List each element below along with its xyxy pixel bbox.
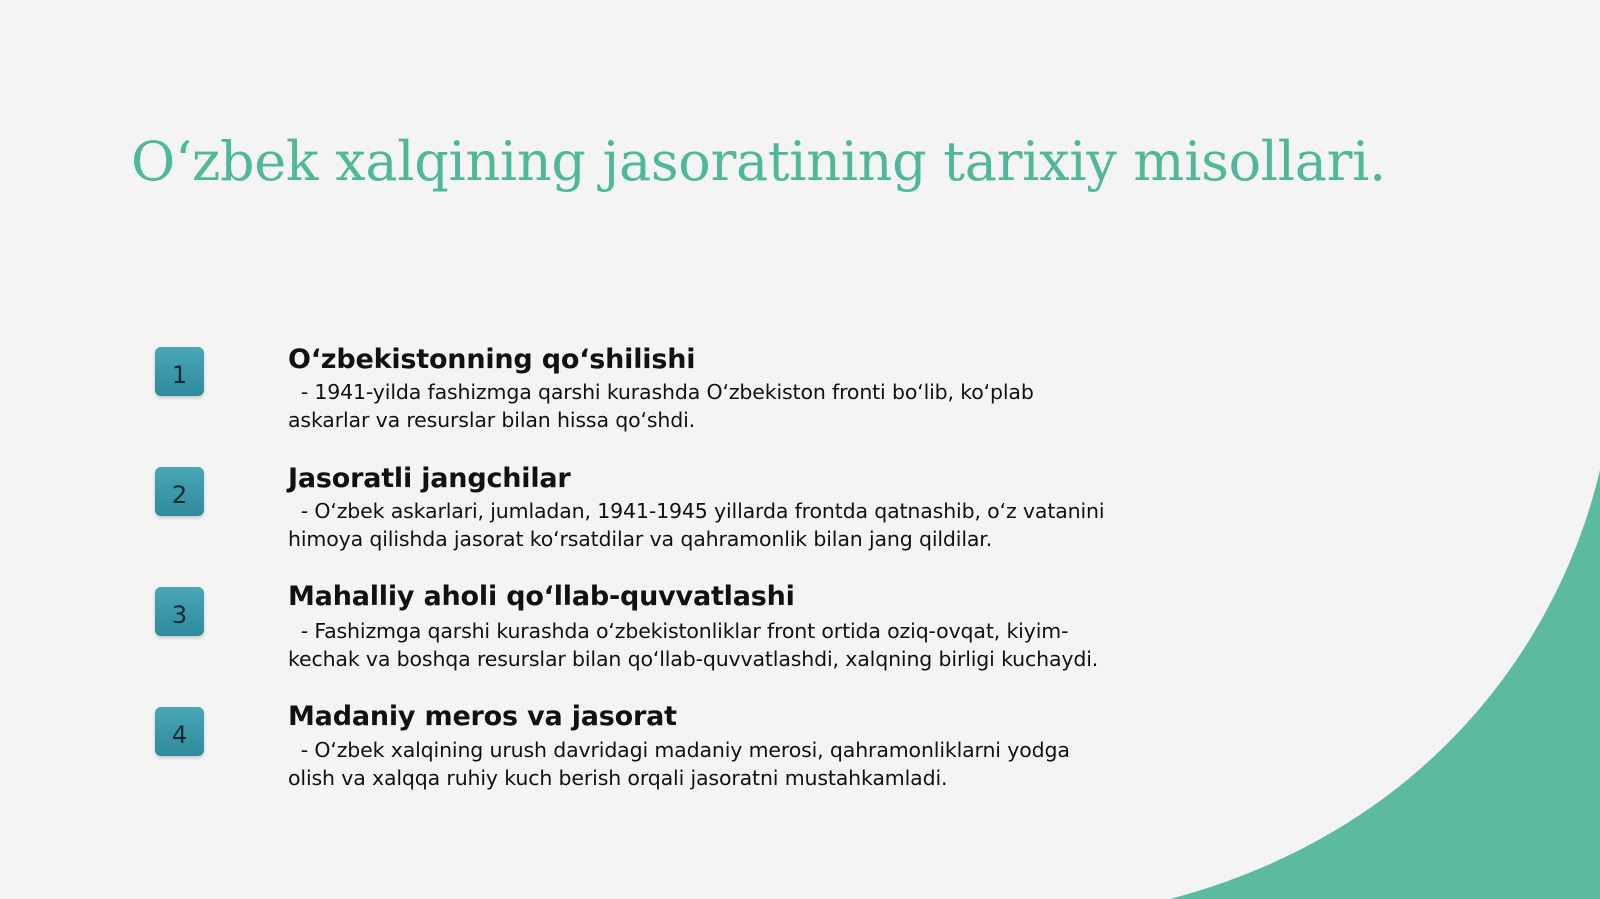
item-heading: Jasoratli jangchilar [288, 463, 571, 494]
item-heading: Mahalliy aholi qo‘llab-quvvatlashi [288, 581, 795, 612]
number-badge: 2 [155, 467, 204, 516]
slide-title: O‘zbek xalqining jasoratining tarixiy misollari. [131, 130, 1386, 193]
number-badge: 3 [155, 587, 204, 636]
teal-wave-shape [1170, 470, 1600, 899]
number-badge: 1 [155, 347, 204, 396]
number-badge: 4 [155, 707, 204, 756]
item-description: - 1941-yilda fashizmga qarshi kurashda O‘zbekiston fronti bo‘lib, ko‘plab askarlar va resurslar bilan hissa qo‘shdi. [288, 380, 1041, 432]
item-heading: Madaniy meros va jasorat [288, 701, 677, 732]
item-heading: O‘zbekistonning qo‘shilishi [288, 344, 696, 375]
item-description: - O‘zbek xalqining urush davridagi madaniy merosi, qahramonliklarni yodga olish va xalqqa ruhiy kuch berish orqali jasoratni mustahkamladi. [288, 738, 1077, 790]
item-description: - O‘zbek askarlari, jumladan, 1941-1945 yillarda frontda qatnashib, o‘z vatanini himoya qilishda jasorat ko‘rsatdilar va qahramonlik bilan jang qildilar. [288, 499, 1111, 551]
item-description: - Fashizmga qarshi kurashda o‘zbekistonliklar front ortida oziq-ovqat, kiyim-kechak va boshqa resurslar bilan qo‘llab-quvvatlashdi, xalqning birligi kuchaydi. [288, 619, 1099, 671]
